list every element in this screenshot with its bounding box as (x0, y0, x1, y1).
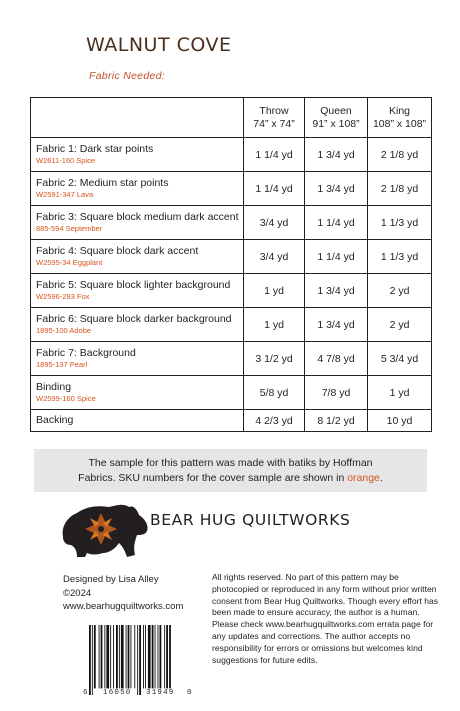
barcode-digits-left: 16050 (103, 689, 132, 697)
yardage-queen: 1 3/4 yd (305, 308, 368, 342)
fabric-name-cell (31, 240, 244, 274)
website-link[interactable]: www.bearhugquiltworks.com (63, 601, 184, 612)
yardage-king: 2 1/8 yd (368, 138, 432, 172)
rights-notice: All rights reserved. No part of this pattern may be photocopied or reproduced in any form without prior written consent from Bear Hug Quiltworks. Though every effort has been made to ensure accuracy, the author is a human. Please check www.bearhugquiltworks.com errata page for any updates and corrections. The author accepts no responsibility for errors or omissions but welcomes kind suggestions for future edits. (212, 572, 439, 665)
bear-logo-icon (57, 499, 151, 563)
yardage-queen: 1 3/4 yd (305, 172, 368, 206)
credits-block (63, 573, 183, 614)
fabric-name: Fabric 2: Medium star points (36, 177, 169, 189)
table-row (31, 172, 432, 206)
fabric-sku: W2611-160 Spice (36, 156, 96, 165)
fabric-name-cell (31, 172, 244, 206)
fabric-sku: W2591-347 Lava (36, 190, 94, 199)
yardage-queen: 8 1/2 yd (305, 410, 368, 432)
fabric-name-cell (31, 342, 244, 376)
fabric-sku: 1895-100 Adobe (36, 326, 92, 335)
sample-note: The sample for this pattern was made with batiks by Hoffman Fabrics. SKU numbers for the cover sample are shown in orange. (34, 449, 427, 492)
table-header-blank (31, 98, 244, 138)
yardage-throw: 3/4 yd (244, 240, 305, 274)
fabric-sku: 1895-137 Pearl (36, 360, 88, 369)
fabric-name: Fabric 4: Square block dark accent (36, 245, 199, 257)
yardage-queen: 1 3/4 yd (305, 274, 368, 308)
fabric-name: Fabric 3: Square block medium dark accent (36, 211, 239, 223)
yardage-king: 1 yd (368, 376, 432, 410)
fabric-name: Binding (36, 381, 72, 393)
table-row (31, 342, 432, 376)
table-row (31, 138, 432, 172)
yardage-king: 5 3/4 yd (368, 342, 432, 376)
fabric-sku: W2596-293 Fox (36, 292, 90, 301)
yardage-throw: 5/8 yd (244, 376, 305, 410)
fabric-name: Fabric 5: Square block lighter background (36, 279, 231, 291)
table-row (31, 206, 432, 240)
fabric-name: Fabric 6: Square block darker background (36, 313, 232, 325)
table-row (31, 376, 432, 410)
yardage-king: 2 yd (368, 308, 432, 342)
yardage-queen: 7/8 yd (305, 376, 368, 410)
fabric-name-cell (31, 376, 244, 410)
yardage-king: 10 yd (368, 410, 432, 432)
yardage-queen: 1 3/4 yd (305, 138, 368, 172)
yardage-king: 2 1/8 yd (368, 172, 432, 206)
fabric-name-cell (31, 206, 244, 240)
barcode-icon (83, 625, 191, 695)
table-row (31, 274, 432, 308)
table-header-king: King 108” x 108” (368, 98, 432, 138)
table-row (31, 410, 432, 432)
fabric-name-cell (31, 274, 244, 308)
fabric-name: Backing (36, 414, 74, 426)
table-row (31, 308, 432, 342)
yardage-queen: 1 1/4 yd (305, 206, 368, 240)
yardage-throw: 3 1/2 yd (244, 342, 305, 376)
fabric-sku: 885-594 September (36, 224, 103, 233)
yardage-throw: 1 yd (244, 274, 305, 308)
barcode-digit-last: 0 (187, 689, 192, 697)
fabric-name: Fabric 1: Dark star points (36, 143, 154, 155)
fabric-name-cell (31, 410, 244, 432)
yardage-throw: 1 yd (244, 308, 305, 342)
yardage-king: 1 1/3 yd (368, 240, 432, 274)
fabric-table (30, 97, 432, 432)
note-orange-word: orange (347, 471, 380, 484)
table-header-queen: Queen 91” x 108” (305, 98, 368, 138)
yardage-throw: 1 1/4 yd (244, 138, 305, 172)
barcode-digits-right: 31949 (146, 689, 175, 697)
fabric-name-cell (31, 138, 244, 172)
fabric-sku: W2595-34 Eggplant (36, 258, 103, 267)
fabric-name-cell (31, 308, 244, 342)
yardage-throw: 3/4 yd (244, 206, 305, 240)
designer-name: Designed by Lisa Alley (63, 574, 159, 585)
page-title: WALNUT COVE (86, 34, 232, 56)
copyright-year: ©2024 (63, 587, 92, 599)
page-subtitle: Fabric Needed: (89, 70, 165, 82)
barcode-digit-first: 6 (83, 689, 88, 697)
fabric-name: Fabric 7: Background (36, 347, 136, 359)
yardage-king: 1 1/3 yd (368, 206, 432, 240)
yardage-throw: 4 2/3 yd (244, 410, 305, 432)
yardage-queen: 1 1/4 yd (305, 240, 368, 274)
table-header-row (31, 98, 432, 138)
table-row (31, 240, 432, 274)
yardage-king: 2 yd (368, 274, 432, 308)
brand-name: BEAR HUG QUILTWORKS (150, 511, 351, 529)
yardage-throw: 1 1/4 yd (244, 172, 305, 206)
table-header-throw: Throw 74” x 74” (244, 98, 305, 138)
fabric-sku: W2599-160 Spice (36, 394, 96, 403)
yardage-queen: 4 7/8 yd (305, 342, 368, 376)
